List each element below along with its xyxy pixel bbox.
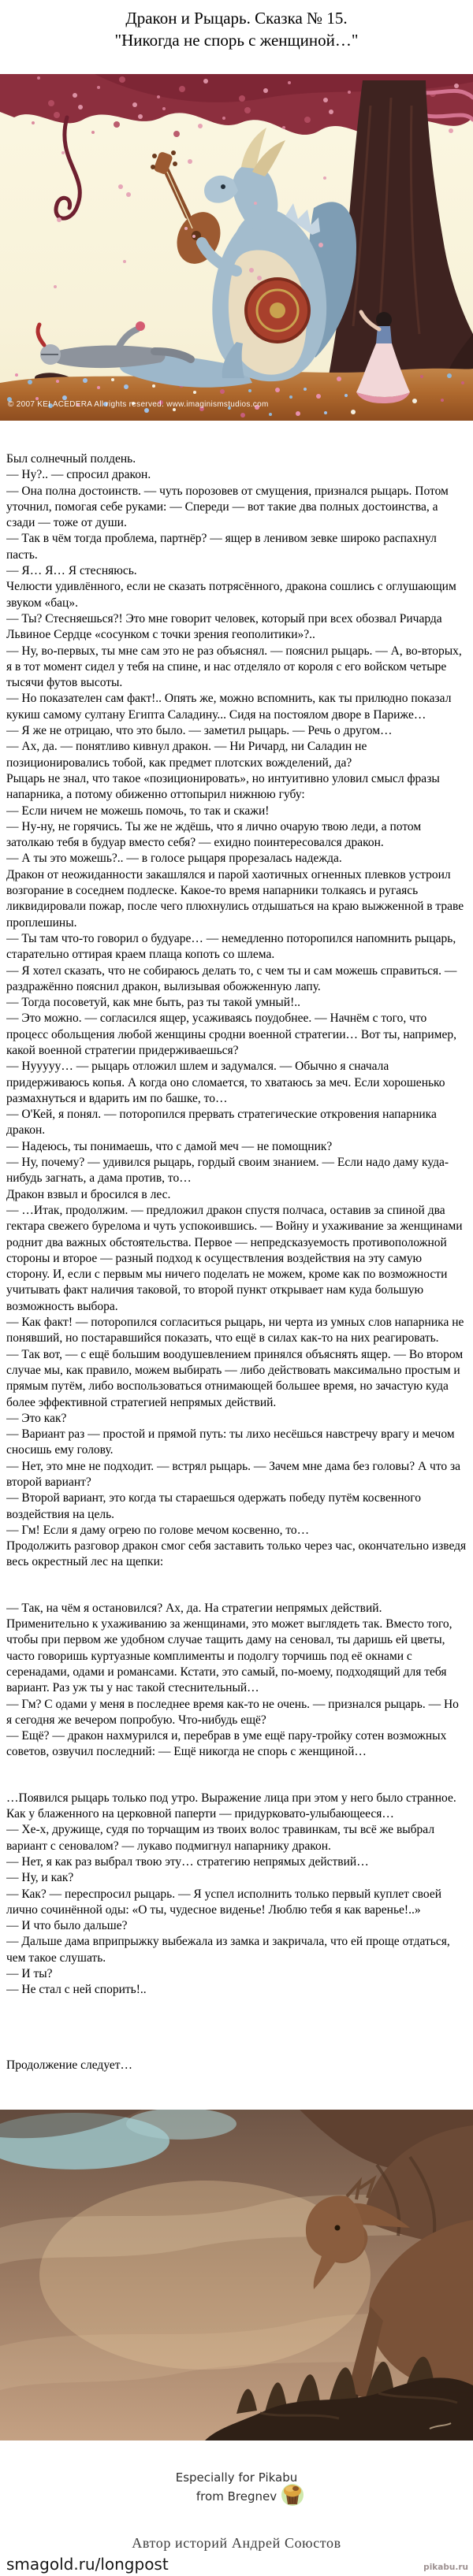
story-paragraph: — Ну, почему? — удивился рыцарь, гордый своим знанием. — Если надо даму куда-нибудь загнать, а дама против, то… bbox=[6, 1156, 449, 1186]
dedication-line1: Especially for Pikabu bbox=[175, 2470, 298, 2485]
story-paragraph: — И ты? bbox=[6, 1967, 53, 1981]
story-paragraph: — Я же не отрицаю, что это было. — заметил рыцарь. — Речь о другом… bbox=[6, 724, 393, 738]
story-paragraph: Рыцарь не знал, что такое «позиционировать», но интуитивно уловил смысл фразы напарника, а потому обиженно оттопырил нижнюю губу: bbox=[6, 771, 440, 802]
story-paragraph: — Ну?.. — спросил дракон. bbox=[6, 468, 151, 482]
story-paragraph: — Ты? Стесняешься?! Это мне говорит человек, который при всех обозвал Ричарда Львиное Сердце «сосунком с точки зрения геополитики»?.. bbox=[6, 611, 442, 642]
story-paragraph: — Ну-ну, не горячись. Ты же не ждёшь, что я лично очарую твою леди, а потом затолкаю тебя в будуар вместо себя? — ехидно поинтересовался дракон. bbox=[6, 819, 422, 850]
story-paragraph: — Нет, я как раз выбрал твою эту… стратегию непрямых действий… bbox=[6, 1854, 369, 1869]
story-paragraph: Дракон взвыл и бросился в лес. bbox=[6, 1187, 171, 1201]
page-title-line2: "Никогда не спорь с женщиной…" bbox=[114, 30, 359, 50]
story-paragraph: — Это можно. — согласился ящер, усаживаясь поудобнее. — Начнём с того, что процесс обольщения любой женщины сродни военной стратегии… Вот ты, например, какой военной стратегии придерживаешься? bbox=[6, 1011, 456, 1057]
dedication bbox=[0, 2468, 473, 2506]
story-paragraph: — И что было дальше? bbox=[6, 1919, 128, 1933]
story-paragraph: — Вариант раз — простой и прямой путь: ты лихо несёшься навстречу врагу и мечом сносишь ему голову. bbox=[6, 1427, 455, 1457]
author-credit: Автор историй Андрей Союстов bbox=[132, 2535, 341, 2551]
story-text bbox=[6, 451, 467, 2036]
story-paragraph: Был солнечный полдень. bbox=[6, 452, 136, 466]
story-paragraph: — Как? — переспросил рыцарь. — Я успел исполнить только первый куплет своей лично сочинённой оды: «О ты, чудесное виденье! Люблю тебя я как варенье!..» bbox=[6, 1887, 441, 1917]
story-sections bbox=[6, 451, 467, 1999]
story-paragraph: — Так, на чём я остановился? Ах, да. На стратегии непрямых действий. Применительно к ухаживанию за женщинами, это может выглядеть так. Вместо того, чтобы при первом же удобном случае тащить даму на сеновал, ты даришь ей цветы, часто говоришь куртуазные комплименты и подолгу торчишь под её окнами с серенадами, одами и романсами. Кстати, это самый, по-моему, подходящий для тебя вариант. Раз уж ты у нас такой стеснительный… bbox=[6, 1601, 453, 1695]
story-paragraph: — Ты там что-то говорил о будуаре… — немедленно поторопился напомнить рыцарь, старательно оттирая краем плаща копоть со шлема. bbox=[6, 931, 456, 962]
story-paragraph: — Это как? bbox=[6, 1411, 67, 1425]
top-dragon-lute-illustration bbox=[0, 74, 473, 421]
story-paragraph: — Но показателен сам факт!.. Опять же, можно вспомнить, как ты прилюдно показал кукиш самому султану Египта Саладину... Сидя на постоялом дворе в Париже… bbox=[6, 692, 452, 722]
story-section bbox=[6, 451, 467, 1571]
story-paragraph: — Гм! Если я даму огрею по голове мечом косвенно, то… bbox=[6, 1523, 310, 1537]
story-paragraph: — Ну, во-первых, ты мне сам это не раз объяснял. — пояснил рыцарь. — А, во-вторых, я в тот момент сидел у тебя на спине, и нас отделяло от короля с его войском четыре тысячи футов высоты. bbox=[6, 644, 462, 690]
pikabu-watermark: pikabu.ru bbox=[423, 2563, 468, 2572]
story-paragraph: Продолжить разговор дракон смог себя заставить только через час, окончательно изведя весь окрестный лес на щепки: bbox=[6, 1539, 467, 1569]
story-paragraph: — Тогда посоветуй, как мне быть, раз ты такой умный!.. bbox=[6, 996, 300, 1010]
muffin-icon bbox=[281, 2481, 304, 2507]
bottom-dragon-illustration bbox=[0, 2110, 473, 2441]
story-section bbox=[6, 1601, 467, 1761]
site-label: smagold.ru/longpost bbox=[6, 2555, 169, 2574]
image-copyright: © 2007 KEI ACEDERA All rights reserved. www.imaginismstudios.com bbox=[8, 400, 269, 409]
page-title bbox=[0, 8, 473, 52]
story-paragraph: — Второй вариант, это когда ты стараешься одержать победу путём косвенного воздействия на цель. bbox=[6, 1491, 421, 1521]
story-paragraph: — Нууууу… — рыцарь отложил шлем и задумался. — Обычно я сначала придерживаюсь копья. А когда оно сломается, то хватаюсь за меч. Если хорошенько размахнуться и вдарить им по башке, то… bbox=[6, 1060, 445, 1105]
story-paragraph: — Хе-х, дружище, судя по торчащим из твоих волос травинкам, ты всё же выбрал вариант с сеновалом? — лукаво подмигнул напарнику дракон. bbox=[6, 1823, 435, 1853]
story-paragraph: — Ну, и как? bbox=[6, 1871, 74, 1885]
story-paragraph: — А ты это можешь?.. — в голосе рыцаря прорезалась надежда. bbox=[6, 852, 342, 866]
story-paragraph: — Если ничем не можешь помочь, то так и скажи! bbox=[6, 804, 270, 818]
story-paragraph: — …Итак, продолжим. — предложил дракон спустя полчаса, оставив за спиной два гектара свежего бурелома и чуть успокоившись. — Войну и ухаживание за женщинами роднит два важных обстоятельства. Первое — непредсказуемость противоположной стороны и второе — разный подход к осуществления воздействия на эту самую сторону. И, если с первым мы ничего поделать не можем, кроме как по возможности учитывать факт наличия таковой, то второй пункт открывает нам куда большую возможность выбора. bbox=[6, 1203, 463, 1313]
story-paragraph: — Так в чём тогда проблема, партнёр? — ящер в ленивом зевке широко распахнул пасть. bbox=[6, 532, 437, 562]
story-paragraph: — Дальше дама вприпрыжку выбежала из замка и закричала, что ей проще отдаться, чем такое слушать. bbox=[6, 1935, 450, 1965]
story-paragraph: — Как факт! — поторопился согласиться рыцарь, ни черта из умных слов напарника не понявший, но постаравшийся показать, что ещё в силах как-то на них реагировать. bbox=[6, 1316, 464, 1346]
story-paragraph: — О'Кей, я понял. — поторопился прервать стратегические откровения напарника дракон. bbox=[6, 1108, 437, 1138]
continuation-line: Продолжение следует… bbox=[6, 2058, 133, 2072]
story-paragraph: — Надеюсь, ты понимаешь, что с дамой меч — не помощник? bbox=[6, 1139, 333, 1153]
story-paragraph: — Гм? С одами у меня в последнее время как-то не очень. — признался рыцарь. — Но я сегодня же вечером попробую. Что-нибудь ещё? bbox=[6, 1697, 459, 1727]
story-paragraph: — Ещё? — дракон нахмурился и, перебрав в уме ещё пару-тройку сотен возможных советов, озвучил последний: — Ещё никогда не спорь с женщиной… bbox=[6, 1729, 447, 1759]
dedication-line2: from Bregnev bbox=[196, 2489, 277, 2504]
story-section bbox=[6, 1791, 467, 1999]
story-paragraph: — Ах, да. — понятливо кивнул дракон. — Ни Ричард, ни Саладин не позиционировались тобой, как предмет плотских вожделений, да? bbox=[6, 740, 367, 770]
story-paragraph: — Не стал с ней спорить!.. bbox=[6, 1983, 147, 1997]
story-paragraph: — Так вот, — с ещё большим воодушевлением принялся объяснять ящер. — Во втором случае мы, как правило, можем выбирать — либо действовать максимально простым и прямым путём, либо воспользоваться отнимающей большее время, но зачастую куда более эффективной стратегией непрямых действий. bbox=[6, 1347, 464, 1409]
story-paragraph: — Она полна достоинств. — чуть порозовев от смущения, признался рыцарь. Потом уточнил, помогая себе руками: — Спереди — вот такие два полных достоинства, а сзади — тоже от души. bbox=[6, 484, 449, 530]
story-paragraph: — Я хотел сказать, что не собираюсь делать то, с чем ты и сам можешь справиться. — раздражённо пояснил дракон, вылизывая обожженную лапу. bbox=[6, 963, 457, 993]
story-paragraph: — Нет, это мне не подходит. — встрял рыцарь. — Зачем мне дама без головы? А что за второй вариант? bbox=[6, 1459, 461, 1489]
story-paragraph: Челюсти удивлённого, если не сказать потрясённого, дракона сошлись с оглушающим звуком «бац». bbox=[6, 580, 456, 610]
page-title-line1: Дракон и Рыцарь. Сказка № 15. bbox=[125, 9, 348, 28]
story-paragraph: — Я… Я… Я стесняюсь. bbox=[6, 564, 137, 578]
story-paragraph: …Появился рыцарь только под утро. Выражение лица при этом у него было странное. Как у блаженного на церковной паперти — придурковато-улыбающееся… bbox=[6, 1791, 456, 1821]
story-paragraph: Дракон от неожиданности закашлялся и парой хаотичных огненных плевков устроил возгорание в соседнем подлеске. Какое-то время напарники толкаясь и ругаясь ликвидировали пожар, после чего плюхнулись отдышаться на краю выжженной в траве проплешины. bbox=[6, 867, 464, 930]
